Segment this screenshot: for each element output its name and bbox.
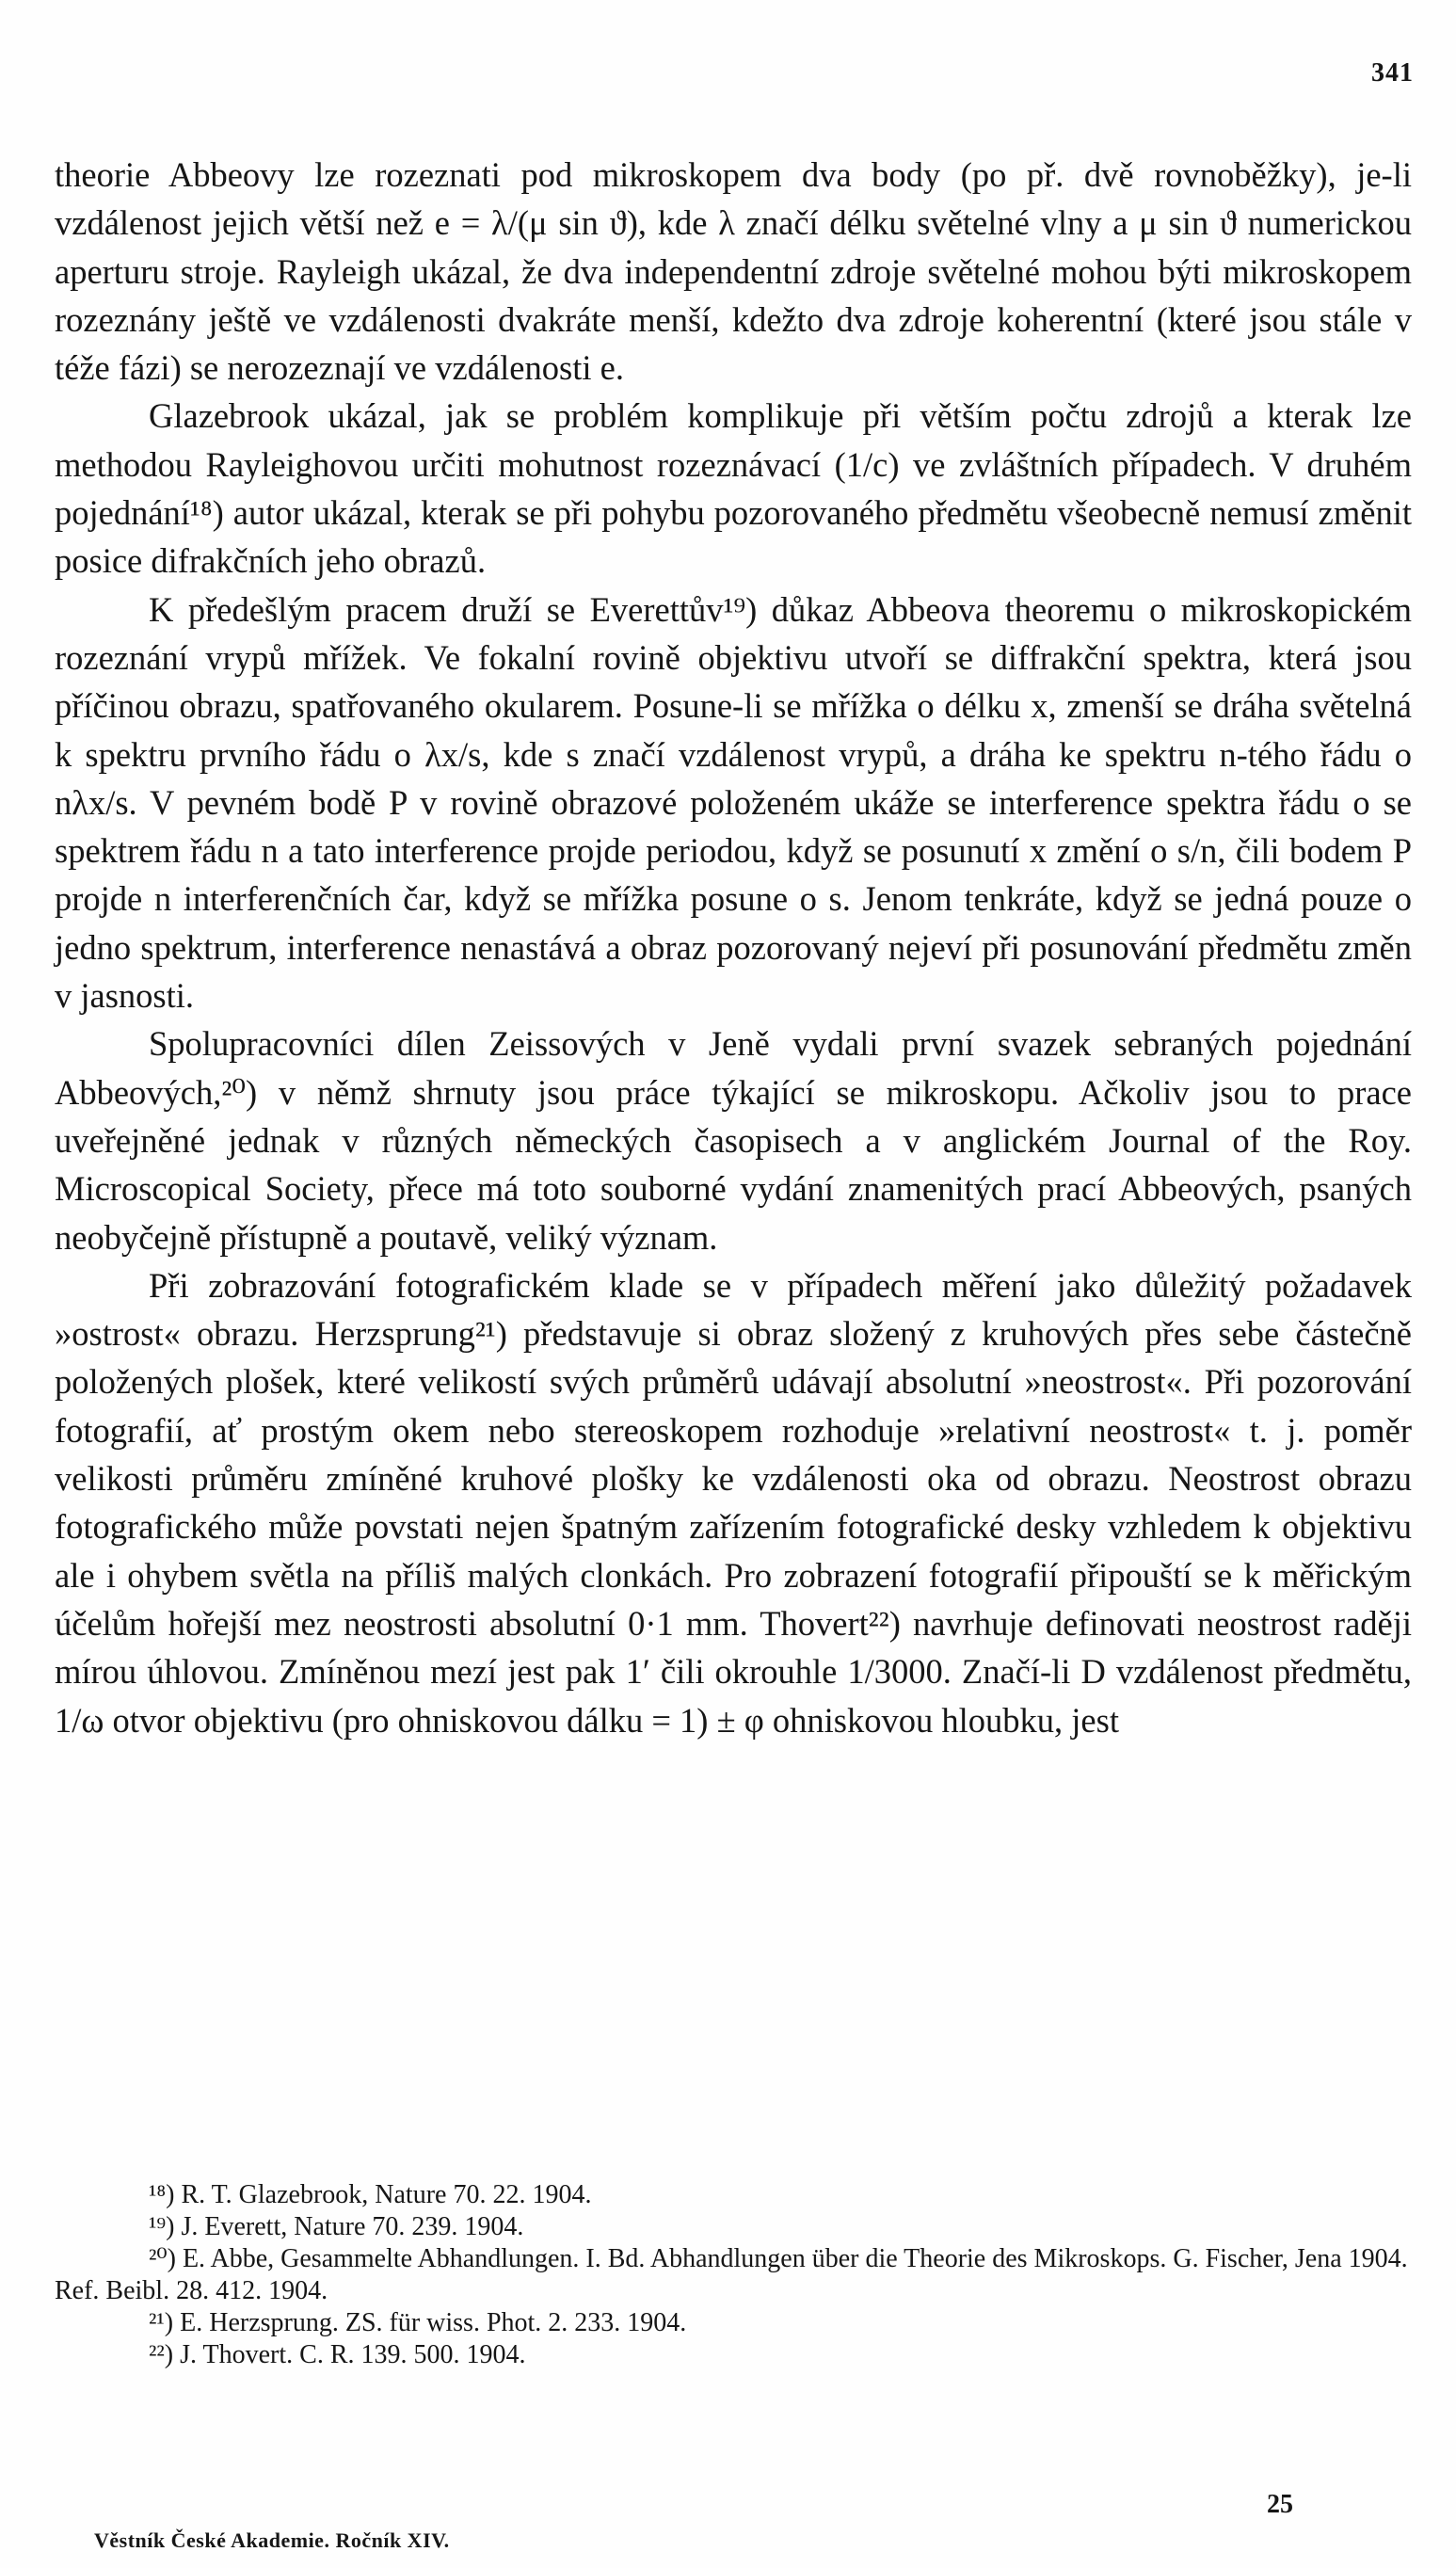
journal-footer: Věstník České Akademie. Ročník XIV. (94, 2528, 450, 2552)
paragraph: Glazebrook ukázal, jak se problém komplikuje při větším počtu zdrojů a kterak lze methodou Rayleighovou určiti mohutnost rozeznávací (1/c) ve zvláštních případech. V druhém pojednání¹⁸) autor ukázal, kterak se při pohybu pozorovaného předmětu všeobecně nemusí změnit posice difrakčních jeho obrazů. (55, 396, 1412, 581)
footnote: ²⁰) E. Abbe, Gesammelte Abhandlungen. I. Bd. Abhandlungen über die Theorie des Mikroskops. G. Fischer, Jena 1904. Ref. Beibl. 28. 412. 1904. (55, 2244, 1408, 2305)
body-text (55, 151, 1412, 1744)
footnotes (55, 2179, 1412, 2371)
footnote: ¹⁸) R. T. Glazebrook, Nature 70. 22. 1904. (149, 2180, 592, 2209)
paragraph: theorie Abbeovy lze rozeznati pod mikroskopem dva body (po př. dvě rovnoběžky), je-li vzdálenost jejich větší než e = λ/(μ sin ϑ), kde λ značí délku světelné vlny a μ sin ϑ numerickou aperturu stroje. Rayleigh ukázal, že dva independentní zdroje světelné mohou býti mikroskopem rozeznány ještě ve vzdálenosti dvakráte menší, kdežto dva zdroje koherentní (které jsou stále v téže fázi) se nerozeznají ve vzdálenosti e. (55, 155, 1412, 388)
paragraph: Při zobrazování fotografickém klade se v případech měření jako důležitý požadavek »ostrost« obrazu. Herzsprung²¹) představuje si obraz složený z kruhových přes sebe částečně položených plošek, které velikostí svých průměrů udávají absolutní »neostrost«. Při pozorování fotografií, ať prostým okem nebo stereoskopem rozhoduje »relativní neostrost« t. j. poměr velikosti průměru zmíněné kruhové plošky ke vzdálenosti oka od obrazu. Neostrost obrazu fotografického může povstati nejen špatným zařízením fotografické desky vzhledem k objektivu ale i ohybem světla na příliš malých clonkách. Pro zobrazení fotografií připouští se k měřickým účelům hořejší mez neostrosti absolutní 0·1 mm. Thovert²²) navrhuje definovati neostrost raději mírou úhlovou. Zmíněnou mezí jest pak 1′ čili okrouhle 1/3000. Značí-li D vzdálenost předmětu, 1/ω otvor objektivu (pro ohniskovou dálku = 1) ± φ ohniskovou hloubku, jest (55, 1265, 1412, 1740)
footnote: ¹⁹) J. Everett, Nature 70. 239. 1904. (149, 2212, 524, 2241)
sheet-number: 25 (1267, 2490, 1293, 2519)
paragraph: K předešlým pracem druží se Everettův¹⁹) důkaz Abbeova theoremu o mikroskopickém rozeznání vrypů mřížek. Ve fokalní rovině objektivu utvoří se diffrakční spektra, která jsou příčinou obrazu, spatřovaného okularem. Posune-li se mřížka o délku x, zmenší se dráha světelná k spektru prvního řádu o λx/s, kde s značí vzdálenost vrypů, a dráha ke spektru n-tého řádu o nλx/s. V pevném bodě P v rovině obrazové položeném ukáže se interference spektra řádu o se spektrem řádu n a tato interference projde periodou, když se posunutí x změní o s/n, čili bodem P projde n interferenčních čar, když se mřížka posune o s. Jenom tenkráte, když se jedná pouze o jedno spektrum, interference nenastává a obraz pozorovaný nejeví při posunování předmětu změn v jasnosti. (55, 589, 1412, 1016)
footnote: ²¹) E. Herzsprung. ZS. für wiss. Phot. 2. 233. 1904. (149, 2308, 687, 2337)
footnote: ²²) J. Thovert. C. R. 139. 500. 1904. (149, 2340, 526, 2369)
page-number: 341 (1371, 58, 1414, 88)
paragraph: Spolupracovníci dílen Zeissových v Jeně vydali první svazek sebraných pojednání Abbeových,²⁰) v němž shrnuty jsou práce týkající se mikroskopu. Ačkoliv jsou to prace uveřejněné jednak v různých německých časopisech a v anglickém Journal of the Roy. Microscopical Society, přece má toto souborné vydání znamenitých prací Abbeových, psaných neobyčejně přístupně a poutavě, veliký význam. (55, 1024, 1412, 1257)
